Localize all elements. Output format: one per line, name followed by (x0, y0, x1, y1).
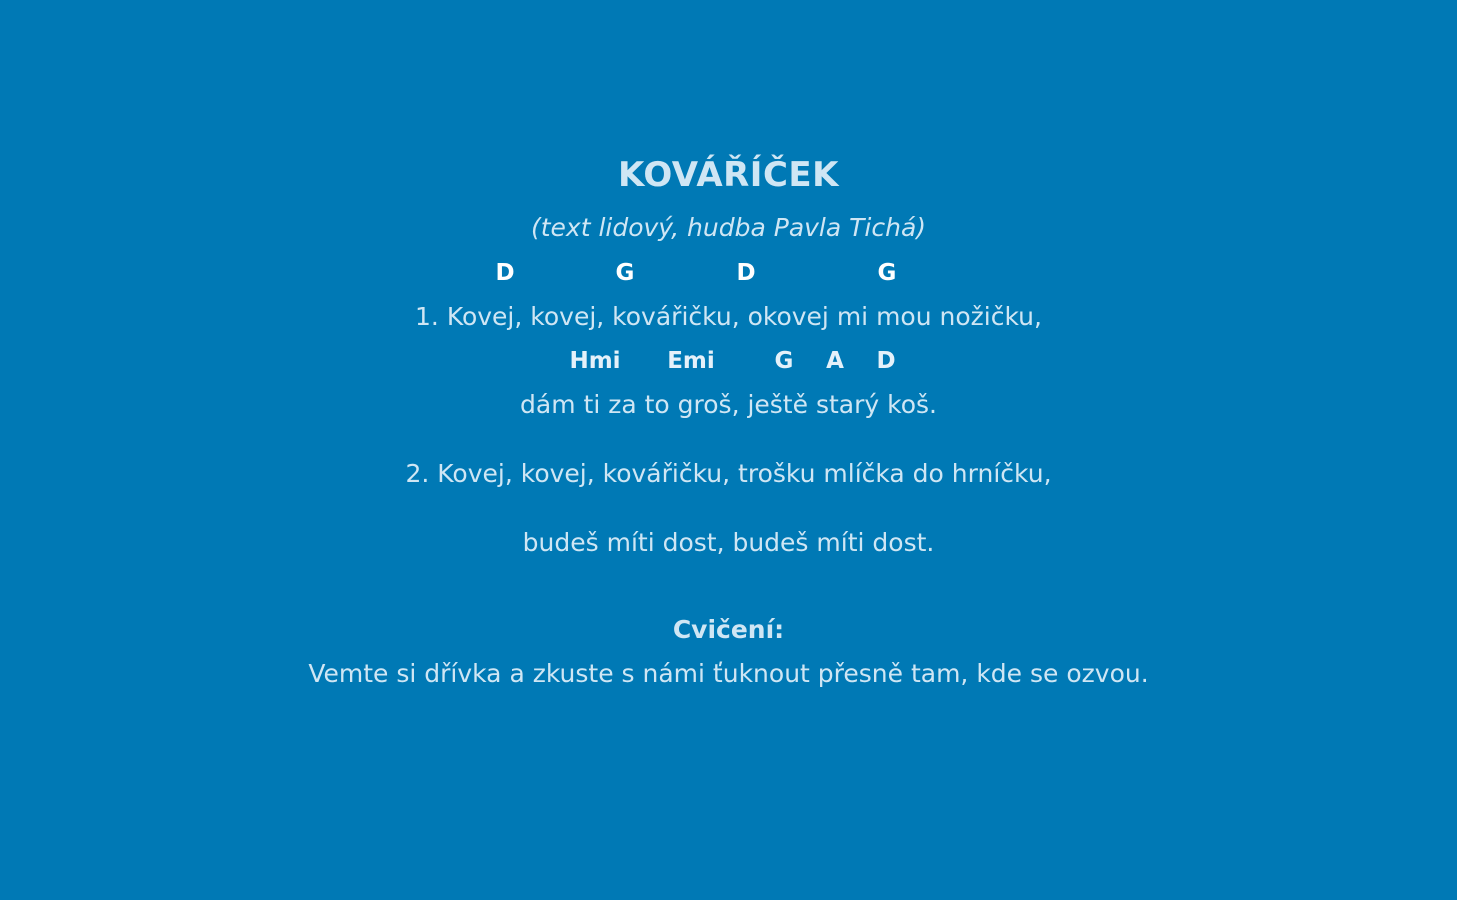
chord: Emi (667, 348, 715, 374)
chord: A (826, 348, 844, 374)
lyric-line: 2. Kovej, kovej, kovářičku, trošku mlíčka do hrníčku, (405, 459, 1052, 488)
exercise-instructions: Vemte si dřívka a zkuste s námi ťuknout přesně tam, kde se ozvou. (308, 659, 1149, 688)
chord-row-verse-line-1 (0, 255, 1457, 291)
chord: G (877, 260, 897, 286)
chord-row-verse-line-2 (0, 343, 1457, 379)
chord: D (736, 260, 756, 286)
chord: Hmi (569, 348, 621, 374)
song-title: KOVÁŘÍČEK (618, 155, 839, 195)
lyric-line: dám ti za to groš, ještě starý koš. (520, 390, 937, 419)
chord: D (495, 260, 515, 286)
lyric-line: budeš míti dost, budeš míti dost. (522, 528, 935, 557)
exercise-heading: Cvičení: (672, 615, 785, 644)
chord: G (615, 260, 635, 286)
chord: D (876, 348, 896, 374)
song-credits: (text lidový, hudba Pavla Tichá) (530, 213, 927, 242)
chord: G (774, 348, 794, 374)
lyric-line: 1. Kovej, kovej, kovářičku, okovej mi mou nožičku, (415, 302, 1042, 331)
